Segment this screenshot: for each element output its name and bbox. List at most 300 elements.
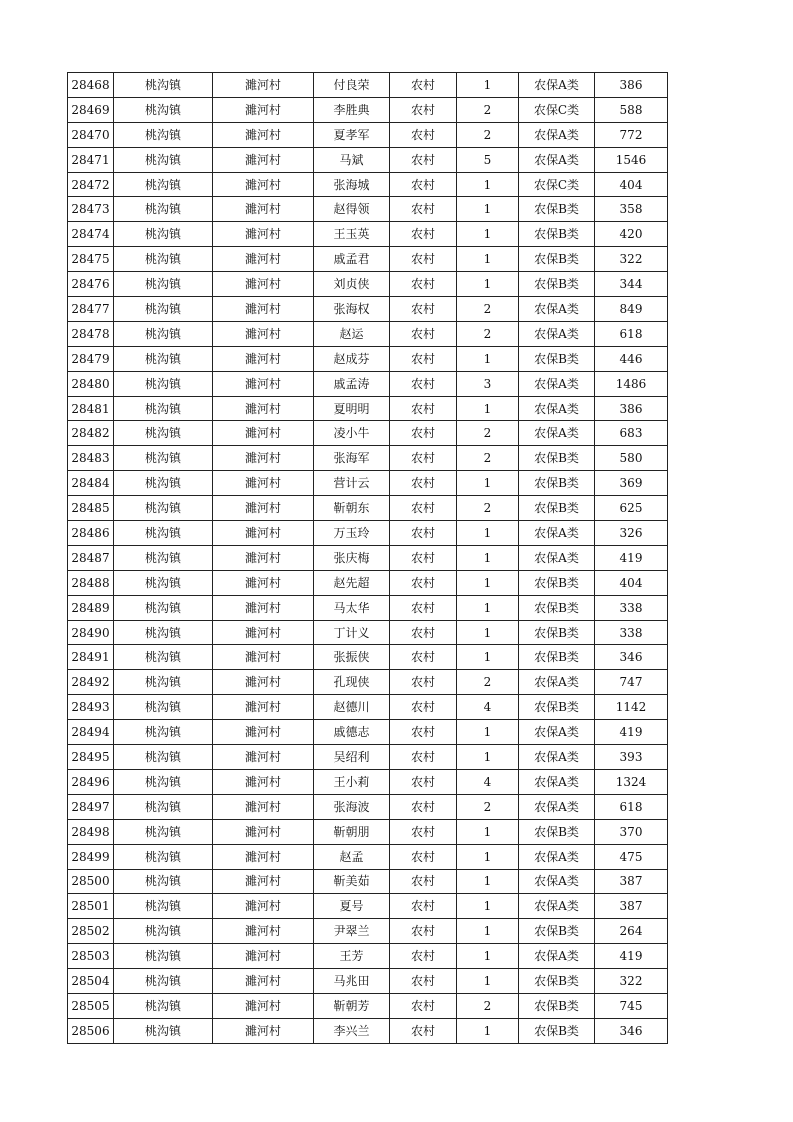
cell-id: 28479 — [68, 346, 114, 371]
cell-id: 28489 — [68, 595, 114, 620]
cell-persons: 1 — [457, 247, 519, 272]
cell-village: 濉河村 — [213, 172, 314, 197]
cell-category: 农保B类 — [519, 496, 595, 521]
cell-household-type: 农村 — [390, 172, 457, 197]
table-row — [68, 147, 668, 172]
table-row — [68, 969, 668, 994]
cell-household-type: 农村 — [390, 620, 457, 645]
cell-name: 张海权 — [314, 297, 390, 322]
cell-category: 农保A类 — [519, 371, 595, 396]
cell-name: 营计云 — [314, 471, 390, 496]
cell-persons: 1 — [457, 944, 519, 969]
table-row — [68, 844, 668, 869]
cell-amount: 475 — [595, 844, 668, 869]
cell-id: 28471 — [68, 147, 114, 172]
table-row — [68, 421, 668, 446]
table-row — [68, 919, 668, 944]
cell-household-type: 农村 — [390, 919, 457, 944]
cell-amount: 747 — [595, 670, 668, 695]
cell-name: 王小莉 — [314, 769, 390, 794]
cell-name: 赵成芬 — [314, 346, 390, 371]
cell-village: 濉河村 — [213, 521, 314, 546]
cell-village: 濉河村 — [213, 247, 314, 272]
cell-category: 农保A类 — [519, 396, 595, 421]
cell-id: 28482 — [68, 421, 114, 446]
cell-town: 桃沟镇 — [114, 496, 213, 521]
cell-village: 濉河村 — [213, 545, 314, 570]
table-row — [68, 545, 668, 570]
cell-town: 桃沟镇 — [114, 695, 213, 720]
cell-category: 农保A类 — [519, 894, 595, 919]
beneficiary-table — [67, 72, 668, 1044]
cell-household-type: 农村 — [390, 769, 457, 794]
cell-town: 桃沟镇 — [114, 745, 213, 770]
cell-household-type: 农村 — [390, 471, 457, 496]
cell-category: 农保A类 — [519, 944, 595, 969]
cell-household-type: 农村 — [390, 247, 457, 272]
cell-category: 农保B类 — [519, 819, 595, 844]
cell-village: 濉河村 — [213, 496, 314, 521]
table-row — [68, 521, 668, 546]
cell-persons: 2 — [457, 297, 519, 322]
cell-household-type: 农村 — [390, 122, 457, 147]
cell-name: 赵孟 — [314, 844, 390, 869]
cell-id: 28501 — [68, 894, 114, 919]
cell-amount: 346 — [595, 645, 668, 670]
cell-town: 桃沟镇 — [114, 620, 213, 645]
cell-village: 濉河村 — [213, 894, 314, 919]
cell-persons: 1 — [457, 396, 519, 421]
cell-household-type: 农村 — [390, 197, 457, 222]
cell-id: 28502 — [68, 919, 114, 944]
cell-id: 28468 — [68, 73, 114, 98]
cell-id: 28485 — [68, 496, 114, 521]
cell-amount: 322 — [595, 247, 668, 272]
cell-household-type: 农村 — [390, 993, 457, 1018]
cell-id: 28498 — [68, 819, 114, 844]
cell-name: 张海波 — [314, 794, 390, 819]
cell-persons: 1 — [457, 471, 519, 496]
cell-household-type: 农村 — [390, 670, 457, 695]
table-row — [68, 595, 668, 620]
cell-id: 28490 — [68, 620, 114, 645]
cell-household-type: 农村 — [390, 73, 457, 98]
cell-amount: 404 — [595, 172, 668, 197]
table-row — [68, 446, 668, 471]
cell-village: 濉河村 — [213, 670, 314, 695]
cell-town: 桃沟镇 — [114, 869, 213, 894]
cell-household-type: 农村 — [390, 297, 457, 322]
table-row — [68, 944, 668, 969]
cell-persons: 4 — [457, 769, 519, 794]
cell-village: 濉河村 — [213, 147, 314, 172]
cell-persons: 2 — [457, 321, 519, 346]
cell-household-type: 农村 — [390, 421, 457, 446]
table-row — [68, 471, 668, 496]
cell-household-type: 农村 — [390, 695, 457, 720]
cell-household-type: 农村 — [390, 371, 457, 396]
cell-persons: 1 — [457, 197, 519, 222]
cell-amount: 386 — [595, 396, 668, 421]
cell-category: 农保B类 — [519, 247, 595, 272]
cell-id: 28500 — [68, 869, 114, 894]
cell-town: 桃沟镇 — [114, 769, 213, 794]
cell-town: 桃沟镇 — [114, 371, 213, 396]
cell-persons: 1 — [457, 819, 519, 844]
cell-persons: 1 — [457, 620, 519, 645]
cell-category: 农保B类 — [519, 446, 595, 471]
cell-town: 桃沟镇 — [114, 172, 213, 197]
cell-town: 桃沟镇 — [114, 844, 213, 869]
cell-persons: 1 — [457, 272, 519, 297]
cell-id: 28475 — [68, 247, 114, 272]
table-row — [68, 247, 668, 272]
cell-id: 28504 — [68, 969, 114, 994]
cell-household-type: 农村 — [390, 396, 457, 421]
cell-town: 桃沟镇 — [114, 819, 213, 844]
cell-persons: 1 — [457, 919, 519, 944]
cell-amount: 849 — [595, 297, 668, 322]
cell-persons: 1 — [457, 545, 519, 570]
cell-persons: 1 — [457, 346, 519, 371]
cell-amount: 387 — [595, 869, 668, 894]
cell-town: 桃沟镇 — [114, 222, 213, 247]
cell-town: 桃沟镇 — [114, 570, 213, 595]
cell-name: 马太华 — [314, 595, 390, 620]
cell-persons: 2 — [457, 421, 519, 446]
table-row — [68, 73, 668, 98]
table-row — [68, 620, 668, 645]
cell-village: 濉河村 — [213, 272, 314, 297]
cell-household-type: 农村 — [390, 321, 457, 346]
cell-amount: 580 — [595, 446, 668, 471]
cell-village: 濉河村 — [213, 396, 314, 421]
cell-village: 濉河村 — [213, 471, 314, 496]
cell-town: 桃沟镇 — [114, 297, 213, 322]
table-row — [68, 894, 668, 919]
cell-town: 桃沟镇 — [114, 944, 213, 969]
cell-category: 农保A类 — [519, 869, 595, 894]
cell-town: 桃沟镇 — [114, 97, 213, 122]
cell-name: 丁计义 — [314, 620, 390, 645]
cell-village: 濉河村 — [213, 695, 314, 720]
table-row — [68, 496, 668, 521]
cell-id: 28487 — [68, 545, 114, 570]
cell-town: 桃沟镇 — [114, 521, 213, 546]
cell-village: 濉河村 — [213, 720, 314, 745]
cell-id: 28497 — [68, 794, 114, 819]
cell-town: 桃沟镇 — [114, 73, 213, 98]
cell-category: 农保B类 — [519, 1018, 595, 1043]
cell-household-type: 农村 — [390, 894, 457, 919]
cell-household-type: 农村 — [390, 97, 457, 122]
cell-town: 桃沟镇 — [114, 471, 213, 496]
cell-persons: 1 — [457, 894, 519, 919]
cell-id: 28473 — [68, 197, 114, 222]
cell-amount: 625 — [595, 496, 668, 521]
cell-category: 农保B类 — [519, 645, 595, 670]
cell-category: 农保A类 — [519, 297, 595, 322]
cell-town: 桃沟镇 — [114, 421, 213, 446]
cell-village: 濉河村 — [213, 919, 314, 944]
cell-household-type: 农村 — [390, 346, 457, 371]
cell-persons: 2 — [457, 670, 519, 695]
cell-id: 28469 — [68, 97, 114, 122]
cell-village: 濉河村 — [213, 122, 314, 147]
cell-household-type: 农村 — [390, 446, 457, 471]
cell-name: 靳美茹 — [314, 869, 390, 894]
cell-category: 农保A类 — [519, 421, 595, 446]
cell-id: 28493 — [68, 695, 114, 720]
cell-id: 28480 — [68, 371, 114, 396]
cell-amount: 338 — [595, 595, 668, 620]
cell-village: 濉河村 — [213, 769, 314, 794]
cell-name: 王玉英 — [314, 222, 390, 247]
cell-name: 戚德志 — [314, 720, 390, 745]
cell-category: 农保B类 — [519, 969, 595, 994]
table-row — [68, 570, 668, 595]
cell-id: 28470 — [68, 122, 114, 147]
cell-id: 28472 — [68, 172, 114, 197]
cell-amount: 745 — [595, 993, 668, 1018]
table-row — [68, 197, 668, 222]
table-row — [68, 869, 668, 894]
cell-persons: 1 — [457, 570, 519, 595]
cell-id: 28491 — [68, 645, 114, 670]
table-row — [68, 695, 668, 720]
table-row — [68, 122, 668, 147]
cell-town: 桃沟镇 — [114, 446, 213, 471]
cell-household-type: 农村 — [390, 944, 457, 969]
cell-amount: 346 — [595, 1018, 668, 1043]
cell-amount: 1142 — [595, 695, 668, 720]
cell-category: 农保A类 — [519, 321, 595, 346]
cell-id: 28505 — [68, 993, 114, 1018]
cell-category: 农保B类 — [519, 222, 595, 247]
cell-town: 桃沟镇 — [114, 993, 213, 1018]
cell-persons: 1 — [457, 645, 519, 670]
cell-town: 桃沟镇 — [114, 1018, 213, 1043]
cell-amount: 1486 — [595, 371, 668, 396]
cell-amount: 404 — [595, 570, 668, 595]
cell-amount: 386 — [595, 73, 668, 98]
table-row — [68, 993, 668, 1018]
cell-name: 夏号 — [314, 894, 390, 919]
cell-village: 濉河村 — [213, 371, 314, 396]
cell-village: 濉河村 — [213, 595, 314, 620]
cell-category: 农保B类 — [519, 695, 595, 720]
cell-amount: 326 — [595, 521, 668, 546]
cell-amount: 264 — [595, 919, 668, 944]
cell-name: 马斌 — [314, 147, 390, 172]
cell-household-type: 农村 — [390, 745, 457, 770]
cell-name: 赵运 — [314, 321, 390, 346]
table-row — [68, 670, 668, 695]
cell-amount: 618 — [595, 321, 668, 346]
cell-id: 28481 — [68, 396, 114, 421]
cell-category: 农保A类 — [519, 122, 595, 147]
table-row — [68, 819, 668, 844]
cell-category: 农保B类 — [519, 993, 595, 1018]
cell-persons: 4 — [457, 695, 519, 720]
cell-id: 28494 — [68, 720, 114, 745]
cell-town: 桃沟镇 — [114, 720, 213, 745]
cell-amount: 1324 — [595, 769, 668, 794]
cell-amount: 370 — [595, 819, 668, 844]
cell-category: 农保A类 — [519, 521, 595, 546]
cell-category: 农保A类 — [519, 670, 595, 695]
cell-name: 尹翠兰 — [314, 919, 390, 944]
cell-household-type: 农村 — [390, 570, 457, 595]
cell-id: 28495 — [68, 745, 114, 770]
table-body — [68, 73, 668, 1044]
cell-household-type: 农村 — [390, 272, 457, 297]
cell-name: 李胜典 — [314, 97, 390, 122]
cell-village: 濉河村 — [213, 969, 314, 994]
cell-name: 王芳 — [314, 944, 390, 969]
cell-village: 濉河村 — [213, 620, 314, 645]
cell-category: 农保B类 — [519, 570, 595, 595]
table-row — [68, 794, 668, 819]
cell-amount: 393 — [595, 745, 668, 770]
cell-name: 马兆田 — [314, 969, 390, 994]
cell-name: 凌小牛 — [314, 421, 390, 446]
cell-category: 农保B类 — [519, 272, 595, 297]
table-row — [68, 645, 668, 670]
cell-persons: 2 — [457, 122, 519, 147]
cell-category: 农保A类 — [519, 147, 595, 172]
cell-household-type: 农村 — [390, 222, 457, 247]
cell-village: 濉河村 — [213, 1018, 314, 1043]
cell-name: 戚孟君 — [314, 247, 390, 272]
cell-id: 28503 — [68, 944, 114, 969]
cell-town: 桃沟镇 — [114, 272, 213, 297]
cell-town: 桃沟镇 — [114, 396, 213, 421]
cell-name: 夏孝军 — [314, 122, 390, 147]
cell-household-type: 农村 — [390, 869, 457, 894]
cell-name: 赵先超 — [314, 570, 390, 595]
cell-id: 28499 — [68, 844, 114, 869]
cell-household-type: 农村 — [390, 147, 457, 172]
cell-town: 桃沟镇 — [114, 321, 213, 346]
cell-town: 桃沟镇 — [114, 969, 213, 994]
cell-amount: 419 — [595, 720, 668, 745]
cell-amount: 420 — [595, 222, 668, 247]
cell-village: 濉河村 — [213, 844, 314, 869]
cell-town: 桃沟镇 — [114, 894, 213, 919]
cell-household-type: 农村 — [390, 645, 457, 670]
cell-amount: 446 — [595, 346, 668, 371]
cell-persons: 1 — [457, 521, 519, 546]
cell-household-type: 农村 — [390, 521, 457, 546]
cell-persons: 1 — [457, 745, 519, 770]
table-row — [68, 371, 668, 396]
cell-persons: 1 — [457, 720, 519, 745]
cell-id: 28476 — [68, 272, 114, 297]
cell-name: 夏明明 — [314, 396, 390, 421]
cell-id: 28492 — [68, 670, 114, 695]
cell-village: 濉河村 — [213, 421, 314, 446]
cell-name: 刘贞侠 — [314, 272, 390, 297]
cell-village: 濉河村 — [213, 794, 314, 819]
cell-town: 桃沟镇 — [114, 122, 213, 147]
cell-persons: 1 — [457, 844, 519, 869]
cell-village: 濉河村 — [213, 297, 314, 322]
cell-town: 桃沟镇 — [114, 670, 213, 695]
table-row — [68, 97, 668, 122]
cell-persons: 1 — [457, 1018, 519, 1043]
cell-name: 张海军 — [314, 446, 390, 471]
cell-amount: 419 — [595, 944, 668, 969]
cell-village: 濉河村 — [213, 222, 314, 247]
cell-id: 28483 — [68, 446, 114, 471]
cell-town: 桃沟镇 — [114, 919, 213, 944]
cell-household-type: 农村 — [390, 844, 457, 869]
table-row — [68, 1018, 668, 1043]
cell-id: 28484 — [68, 471, 114, 496]
cell-name: 靳朝芳 — [314, 993, 390, 1018]
cell-name: 戚孟涛 — [314, 371, 390, 396]
cell-persons: 1 — [457, 869, 519, 894]
table-row — [68, 346, 668, 371]
table-row — [68, 396, 668, 421]
cell-category: 农保B类 — [519, 197, 595, 222]
table-row — [68, 745, 668, 770]
cell-name: 靳朝东 — [314, 496, 390, 521]
cell-household-type: 农村 — [390, 1018, 457, 1043]
cell-amount: 618 — [595, 794, 668, 819]
cell-town: 桃沟镇 — [114, 595, 213, 620]
cell-persons: 5 — [457, 147, 519, 172]
cell-id: 28496 — [68, 769, 114, 794]
cell-household-type: 农村 — [390, 545, 457, 570]
cell-town: 桃沟镇 — [114, 794, 213, 819]
cell-category: 农保B类 — [519, 471, 595, 496]
cell-amount: 419 — [595, 545, 668, 570]
cell-name: 靳朝朋 — [314, 819, 390, 844]
cell-amount: 369 — [595, 471, 668, 496]
cell-name: 赵得领 — [314, 197, 390, 222]
cell-village: 濉河村 — [213, 97, 314, 122]
cell-town: 桃沟镇 — [114, 247, 213, 272]
cell-category: 农保B类 — [519, 346, 595, 371]
table-row — [68, 720, 668, 745]
cell-town: 桃沟镇 — [114, 346, 213, 371]
table-row — [68, 272, 668, 297]
cell-category: 农保C类 — [519, 172, 595, 197]
cell-persons: 2 — [457, 496, 519, 521]
cell-village: 濉河村 — [213, 869, 314, 894]
cell-village: 濉河村 — [213, 346, 314, 371]
cell-village: 濉河村 — [213, 197, 314, 222]
cell-category: 农保C类 — [519, 97, 595, 122]
cell-category: 农保B类 — [519, 595, 595, 620]
cell-village: 濉河村 — [213, 570, 314, 595]
cell-name: 张振侠 — [314, 645, 390, 670]
table-row — [68, 769, 668, 794]
cell-amount: 358 — [595, 197, 668, 222]
cell-household-type: 农村 — [390, 496, 457, 521]
cell-category: 农保A类 — [519, 745, 595, 770]
cell-persons: 1 — [457, 222, 519, 247]
cell-name: 李兴兰 — [314, 1018, 390, 1043]
cell-village: 濉河村 — [213, 645, 314, 670]
cell-village: 濉河村 — [213, 745, 314, 770]
cell-village: 濉河村 — [213, 73, 314, 98]
cell-id: 28474 — [68, 222, 114, 247]
cell-town: 桃沟镇 — [114, 197, 213, 222]
cell-persons: 1 — [457, 969, 519, 994]
